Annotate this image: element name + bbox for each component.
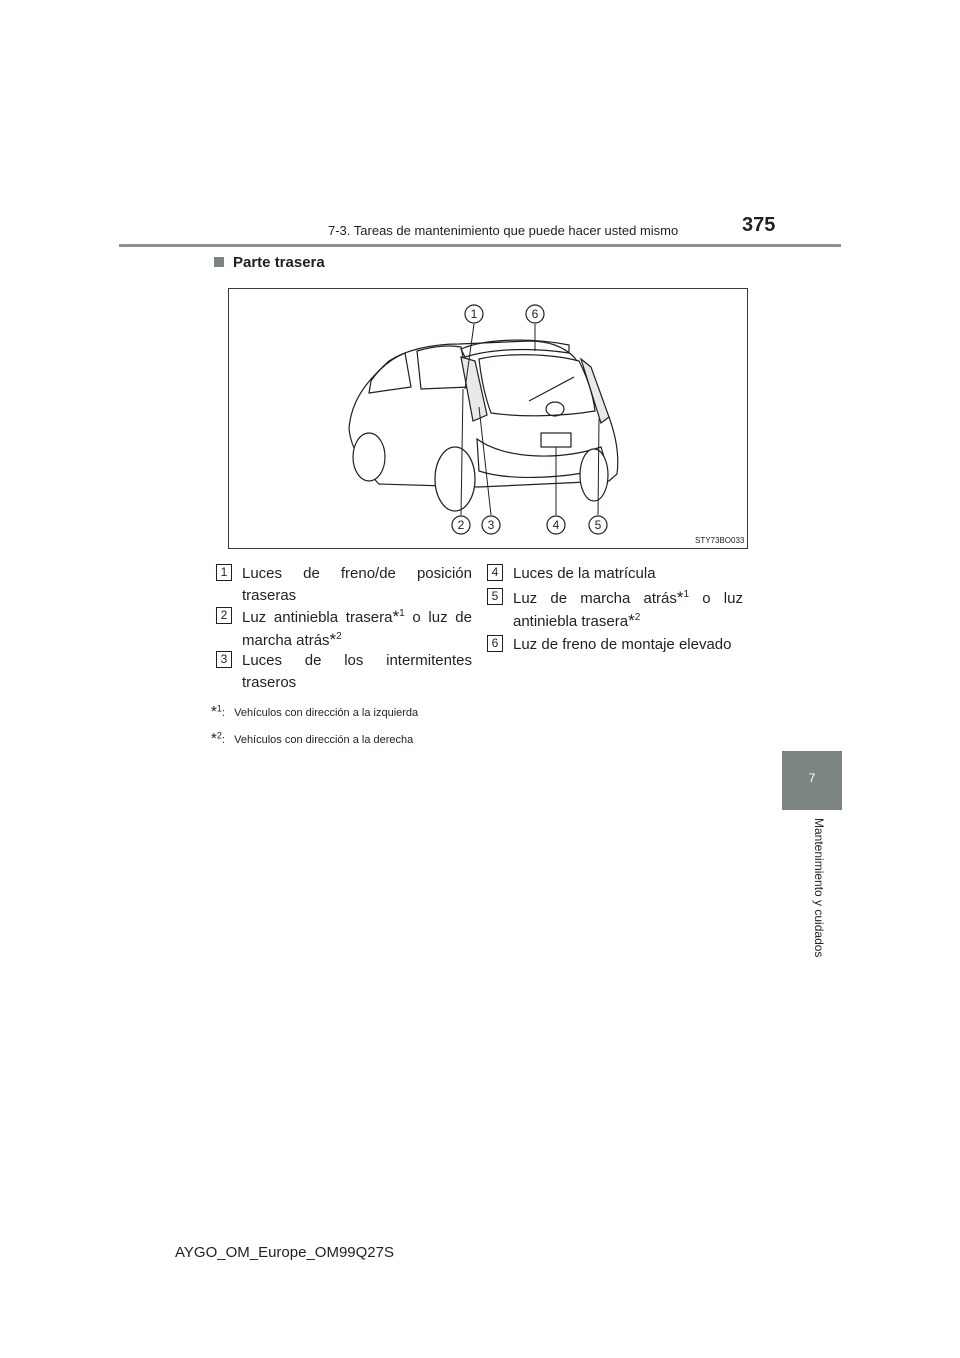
footnote-ref: 1: [399, 608, 405, 619]
item-number: 4: [487, 564, 503, 581]
figure-code: STY73BO033: [695, 536, 745, 545]
chapter-title: 7-3. Tareas de mantenimiento que puede hacer usted mismo: [328, 223, 679, 238]
callout-1-label: 1: [470, 307, 478, 321]
footnote-ref: 1: [683, 589, 690, 600]
list-item: [487, 563, 743, 587]
chapter-tab: [782, 751, 842, 810]
footnote-ref: 2: [634, 612, 641, 623]
item-number: 5: [487, 588, 503, 605]
item-text: Luz antiniebla trasera*$^1$ o luz de marcha atrás*$^2$: [242, 607, 472, 649]
list-item: [487, 634, 743, 658]
section-heading: [214, 254, 325, 271]
item-number: 2: [216, 607, 232, 624]
item-text: Luces de freno/de posición traseras: [242, 565, 472, 604]
section-heading-text: Parte trasera: [233, 254, 325, 271]
item-text-part: Luz de marcha atrás: [513, 590, 677, 607]
callout-6-label: 6: [531, 307, 539, 321]
item-text: Luces de los intermitentes traseros: [242, 652, 472, 691]
item-text: Luz de freno de montaje elevado: [513, 636, 732, 653]
list-item: [487, 587, 743, 635]
item-text-part: o luz antiniebla trasera: [513, 590, 743, 630]
heading-bullet-icon: [214, 257, 224, 267]
document-code: AYGO_OM_Europe_OM99Q27S: [175, 1244, 394, 1261]
item-text-part: Luz antiniebla trasera: [242, 609, 393, 626]
wheel-rear-right: [580, 449, 608, 501]
wheel-front: [353, 433, 385, 481]
car-rear-illustration: [229, 289, 747, 548]
chapter-tab-number: 7: [808, 771, 816, 785]
footnote-text: Vehículos con dirección a la izquierda: [234, 707, 419, 719]
item-number: 3: [216, 651, 232, 668]
item-text-part: o luz de marcha atrás: [242, 609, 472, 649]
list-item: [216, 563, 472, 611]
item-text: Luces de la matrícula: [513, 565, 656, 582]
wheel-rear-left: [435, 447, 475, 511]
footnote: *$^1$: Vehículos con dirección a la izquierda: [211, 703, 419, 720]
callout-3-label: 3: [487, 518, 495, 532]
footnote-ref: 2: [336, 631, 342, 642]
license-plate: [541, 433, 571, 447]
rear-lights-figure: [228, 288, 748, 549]
footnote-text: Vehículos con dirección a la derecha: [234, 734, 414, 746]
callout-4-label: 4: [552, 518, 560, 532]
footnote-mark: 1: [216, 703, 222, 714]
list-item: [216, 606, 472, 654]
chapter-tab-label: Mantenimiento y cuidados: [812, 818, 826, 958]
callout-2-label: 2: [457, 518, 465, 532]
header-rule: [119, 244, 841, 247]
rear-window: [479, 355, 595, 416]
page-number: 375: [742, 214, 776, 236]
item-text: Luz de marcha atrás*$^1$ o luz antiniebla trasera*$^2$: [513, 588, 743, 630]
item-number: 6: [487, 635, 503, 652]
item-number: 1: [216, 564, 232, 581]
footnote-mark: 2: [216, 730, 222, 741]
list-item: [216, 650, 472, 698]
footnote: *$^2$: Vehículos con dirección a la derecha: [211, 730, 414, 747]
callout-5-label: 5: [594, 518, 602, 532]
